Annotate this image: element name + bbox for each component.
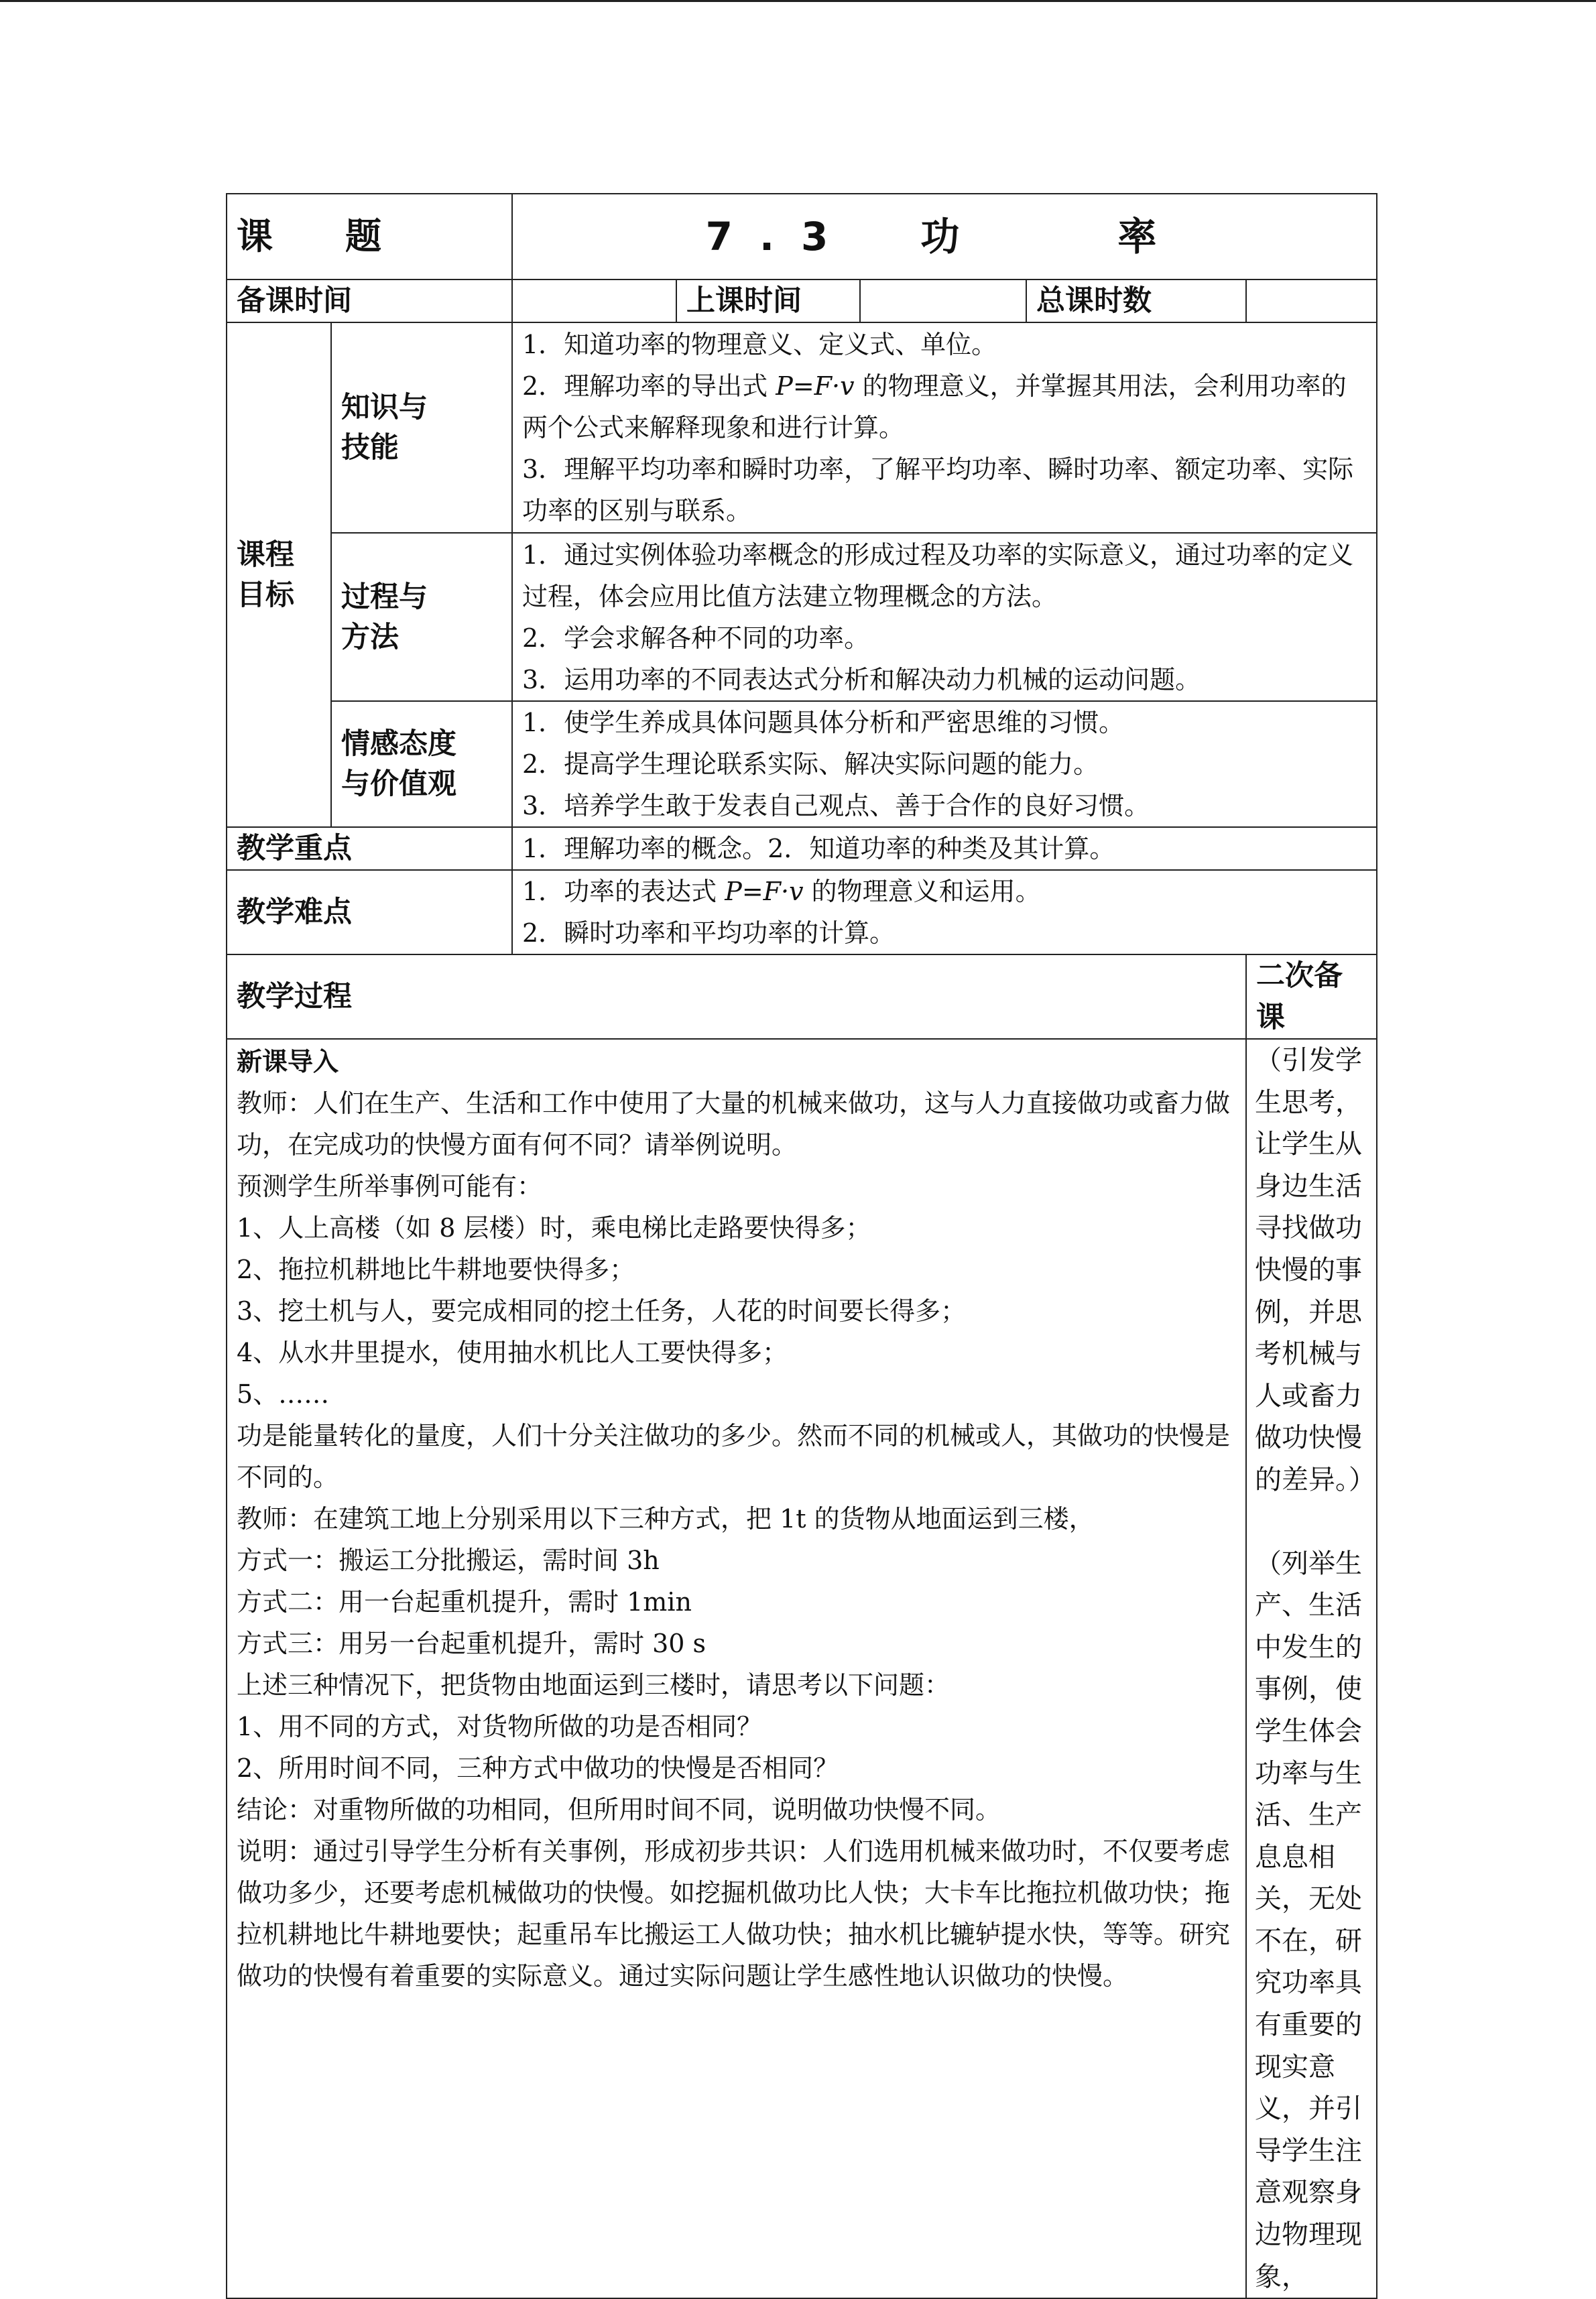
process-item: 2．学会求解各种不同的功率。 bbox=[522, 623, 870, 653]
process-line: 上述三种情况下，把货物由地面运到三楼时，请思考以下问题： bbox=[237, 1670, 950, 1700]
key-points-content: 1．理解功率的概念。2．知道功率的种类及其计算。 bbox=[512, 827, 1377, 870]
process-line: 方式三：用另一台起重机提升，需时 30 s bbox=[237, 1629, 707, 1658]
total-hours-value bbox=[1246, 279, 1377, 322]
knowledge-item: 2．理解功率的导出式 P=F·v 的物理意义，并掌握其用法，会利用功率的两个公式来解释现象和进行计算。 bbox=[522, 371, 1347, 442]
total-hours-label: 总课时数 bbox=[1026, 279, 1246, 322]
emotion-label-line2: 与价值观 bbox=[341, 767, 456, 801]
process-line: 方式二：用一台起重机提升，需时 1min bbox=[237, 1587, 692, 1617]
process-line: 预测学生所举事例可能有： bbox=[237, 1172, 543, 1201]
process-line: 1、用不同的方式，对货物所做的功是否相同？ bbox=[237, 1712, 763, 1741]
emotion-item: 3．培养学生敢于发表自己观点、善于合作的良好习惯。 bbox=[522, 791, 1150, 820]
page-top-border bbox=[0, 0, 1596, 2]
prep-time-value bbox=[512, 279, 676, 322]
difficulty-item: 1．功率的表达式 P=F·v 的物理意义和运用。 bbox=[522, 877, 1041, 906]
knowledge-label-line2: 技能 bbox=[341, 431, 399, 464]
process-line: 4、从水井里提水，使用抽水机比人工要快得多； bbox=[237, 1338, 788, 1367]
class-time-label: 上课时间 bbox=[676, 279, 860, 322]
process-line: 3、挖土机与人，要完成相同的挖土任务，人花的时间要长得多； bbox=[237, 1296, 967, 1326]
emotion-item: 1．使学生养成具体问题具体分析和严密思维的习惯。 bbox=[522, 708, 1125, 737]
lesson-title: 7.3 功 率 bbox=[512, 194, 1377, 279]
prep-time-label: 备课时间 bbox=[227, 279, 512, 322]
process-line: 5、…… bbox=[237, 1379, 330, 1409]
process-line: 1、人上高楼（如 8 层楼）时，乘电梯比走路要快得多； bbox=[237, 1213, 871, 1243]
class-time-value bbox=[860, 279, 1026, 322]
process-line: 2、拖拉机耕地比牛耕地要快得多； bbox=[237, 1255, 635, 1284]
course-goals-label-line1: 课程 bbox=[237, 538, 294, 572]
emotion-values-content bbox=[512, 701, 1377, 827]
process-method-label bbox=[331, 533, 512, 701]
formula: P=F·v bbox=[725, 877, 804, 906]
new-lesson-heading: 新课导入 bbox=[237, 1047, 339, 1076]
process-label-line2: 方法 bbox=[341, 620, 399, 654]
knowledge-label-line1: 知识与 bbox=[341, 391, 428, 424]
difficulties-label: 教学难点 bbox=[227, 870, 512, 954]
knowledge-item: 1．知道功率的物理意义、定义式、单位。 bbox=[522, 330, 997, 359]
side-note-spacer bbox=[1255, 1501, 1368, 1543]
process-line: 说明：通过引导学生分析有关事例，形成初步共识：人们选用机械来做功时，不仅要考虑做功多少，还要考虑机械做功的快慢。如挖掘机做功比人快；大卡车比拖拉机做功快；拖拉机耕地比牛耕地要快；起重吊车比搬运工人做功快；抽水机比辘轳提水快，等等。研究做功的快慢有着重要的实际意义。通过实际问题让学生感性地认识做功的快慢。 bbox=[237, 1837, 1231, 1991]
process-line: 教师：人们在生产、生活和工作中使用了大量的机械来做功，这与人力直接做功或畜力做功，在完成功的快慢方面有何不同？请举例说明。 bbox=[237, 1089, 1231, 1160]
process-item: 1．通过实例体验功率概念的形成过程及功率的实际意义，通过功率的定义过程，体会应用比值方法建立物理概念的方法。 bbox=[522, 540, 1354, 611]
process-method-content bbox=[512, 533, 1377, 701]
lesson-plan-table bbox=[226, 193, 1377, 2299]
process-line: 2、所用时间不同，三种方式中做功的快慢是否相同？ bbox=[237, 1753, 839, 1783]
key-points-label: 教学重点 bbox=[227, 827, 512, 870]
process-line: 方式一：搬运工分批搬运，需时间 3h bbox=[237, 1546, 660, 1575]
process-line: 教师：在建筑工地上分别采用以下三种方式，把 1t 的货物从地面运到三楼， bbox=[237, 1504, 1095, 1534]
teaching-process-content bbox=[227, 1039, 1246, 2298]
second-prep-label: 二次备课 bbox=[1246, 954, 1377, 1039]
knowledge-item: 3．理解平均功率和瞬时功率，了解平均功率、瞬时功率、额定功率、实际功率的区别与联系。 bbox=[522, 454, 1354, 525]
process-line: 功是能量转化的量度，人们十分关注做功的多少。然而不同的机械或人，其做功的快慢是不同的。 bbox=[237, 1421, 1231, 1492]
topic-label: 课 题 bbox=[227, 194, 512, 279]
knowledge-skills-content bbox=[512, 322, 1377, 533]
course-goals-label-line2: 目标 bbox=[237, 578, 294, 612]
formula: P=F·v bbox=[776, 371, 855, 401]
second-prep-notes bbox=[1246, 1039, 1377, 2298]
emotion-label-line1: 情感态度 bbox=[341, 727, 456, 761]
emotion-values-label bbox=[331, 701, 512, 827]
teaching-process-label: 教学过程 bbox=[227, 954, 1246, 1039]
process-label-line1: 过程与 bbox=[341, 580, 428, 614]
difficulty-item: 2．瞬时功率和平均功率的计算。 bbox=[522, 918, 896, 948]
side-note: （列举生产、生活中发生的事例，使学生体会功率与生活、生产息息相关，无处不在，研究功率具有重要的现实意义，并引导学生注意观察身边物理现象， bbox=[1255, 1548, 1362, 2292]
knowledge-skills-label bbox=[331, 322, 512, 533]
process-item: 3．运用功率的不同表达式分析和解决动力机械的运动问题。 bbox=[522, 664, 1201, 694]
emotion-item: 2．提高学生理论联系实际、解决实际问题的能力。 bbox=[522, 749, 1099, 779]
course-goals-label bbox=[227, 322, 331, 827]
process-line: 结论：对重物所做的功相同，但所用时间不同，说明做功快慢不同。 bbox=[237, 1795, 1001, 1824]
side-note: （引发学生思考，让学生从身边生活寻找做功快慢的事例，并思考机械与人或畜力做功快慢的差异。） bbox=[1255, 1045, 1375, 1495]
difficulties-content bbox=[512, 870, 1377, 954]
